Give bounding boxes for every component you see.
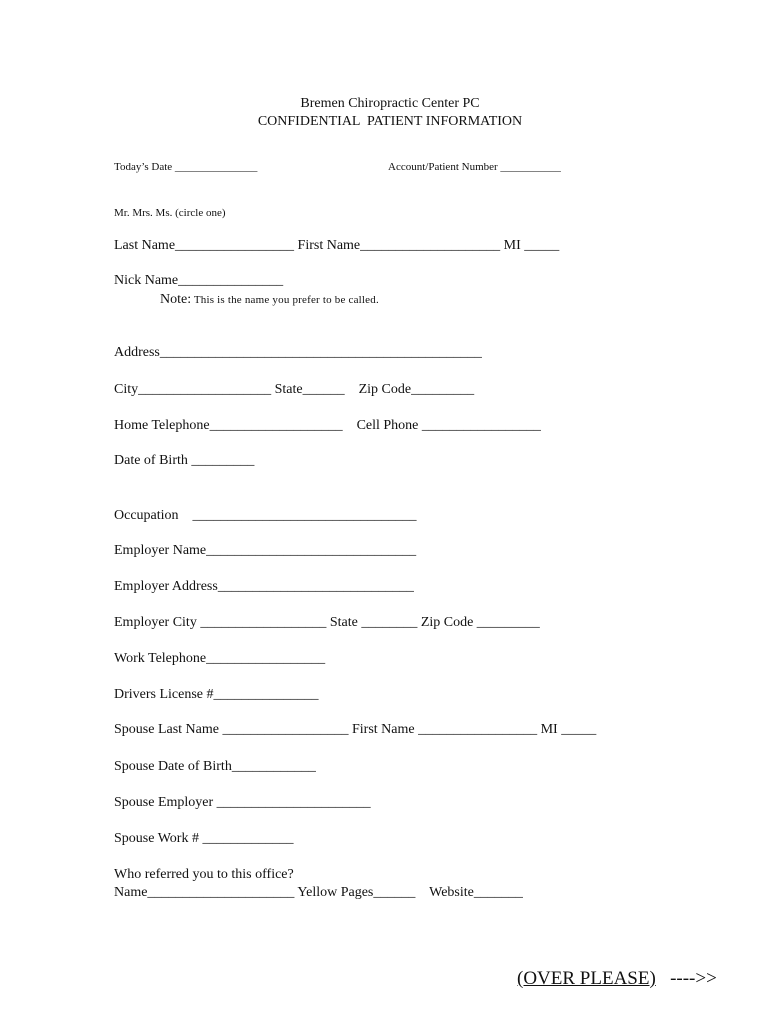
nick-name-field[interactable]: Nick Name_______________ <box>114 273 284 288</box>
form-title: CONFIDENTIAL PATIENT INFORMATION <box>257 114 523 129</box>
date-of-birth-field[interactable]: Date of Birth _________ <box>114 453 255 468</box>
employer-name-field[interactable]: Employer Name______________________________ <box>114 543 417 558</box>
employer-address-field[interactable]: Employer Address____________________________ <box>114 579 414 594</box>
note-label: Note: <box>160 292 192 307</box>
work-telephone-field[interactable]: Work Telephone_________________ <box>114 651 326 666</box>
spouse-dob-field[interactable]: Spouse Date of Birth____________ <box>114 759 316 774</box>
referral-question: Who referred you to this office? <box>114 867 294 882</box>
nick-name-note <box>160 292 379 308</box>
over-please-footer <box>517 968 717 990</box>
spouse-work-field[interactable]: Spouse Work # _____________ <box>114 831 294 846</box>
note-text: This is the name you prefer to be called. <box>191 294 379 306</box>
city-state-zip-row[interactable]: City___________________ State______ Zip Code_________ <box>114 382 475 397</box>
address-field[interactable]: Address______________________________________________ <box>114 345 482 360</box>
referral-row[interactable]: Name_____________________ Yellow Pages______ Website_______ <box>114 885 523 900</box>
spouse-name-row[interactable]: Spouse Last Name __________________ First Name _________________ MI _____ <box>114 722 597 737</box>
salutation-field[interactable]: Mr. Mrs. Ms. (circle one) <box>114 207 226 219</box>
spouse-employer-field[interactable]: Spouse Employer ______________________ <box>114 795 371 810</box>
occupation-field[interactable]: Occupation ________________________________ <box>114 508 417 523</box>
over-please-label: (OVER PLEASE) <box>517 968 656 989</box>
account-number-field[interactable]: Account/Patient Number ___________ <box>388 161 561 173</box>
employer-city-row[interactable]: Employer City __________________ State ________ Zip Code _________ <box>114 615 540 630</box>
name-fields-row[interactable]: Last Name_________________ First Name____________________ MI _____ <box>114 238 560 253</box>
clinic-name: Bremen Chiropractic Center PC <box>300 96 480 111</box>
phone-row[interactable]: Home Telephone___________________ Cell Phone _________________ <box>114 418 541 433</box>
todays-date-field[interactable]: Today’s Date _______________ <box>114 161 258 173</box>
arrow-icon: ---->> <box>670 968 717 989</box>
drivers-license-field[interactable]: Drivers License #_______________ <box>114 687 319 702</box>
